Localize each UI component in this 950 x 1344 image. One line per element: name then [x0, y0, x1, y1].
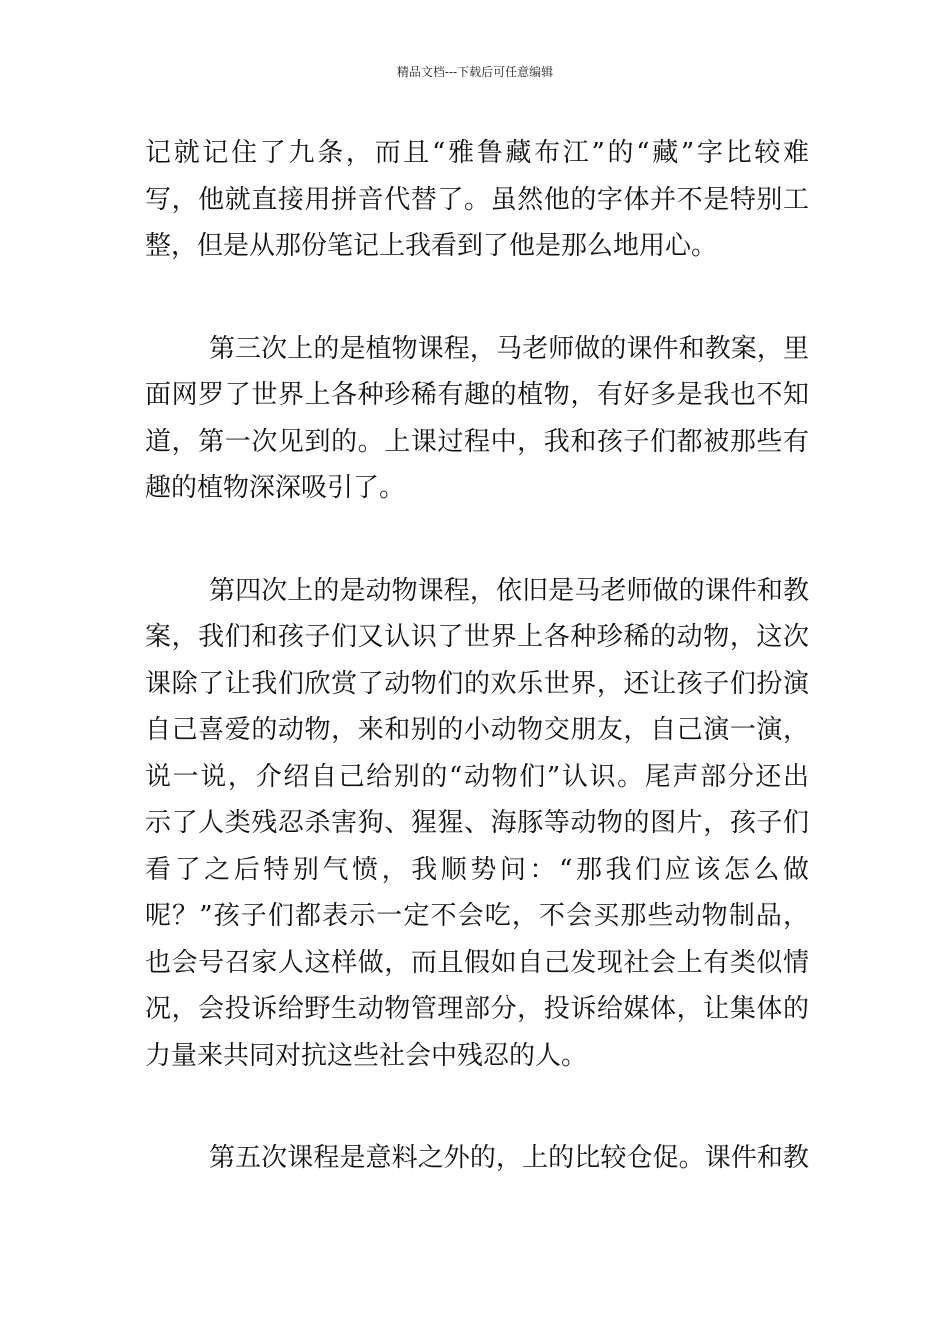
text-line: 自己喜爱的动物，来和别的小动物交朋友，自己演一演， — [145, 715, 809, 745]
text-line: 第四次上的是动物课程，依旧是马老师做的课件和教 — [209, 575, 809, 606]
text-line: 况，会投诉给野生动物管理部分，投诉给媒体，让集体的 — [145, 994, 809, 1024]
paragraph-2 — [145, 326, 809, 512]
document-body — [145, 130, 809, 1182]
paragraph-spacer — [145, 270, 809, 326]
text-line: 趣的植物深深吸引了。 — [145, 473, 406, 503]
text-line: 看了之后特别气愤，我顺势问：“那我们应该怎么做 — [145, 854, 809, 885]
text-line: 第三次上的是植物课程，马老师做的课件和教案，里 — [209, 333, 809, 364]
text-line: 呢？”孩子们都表示一定不会吃，不会买那些动物制品， — [145, 901, 809, 931]
paragraph-3 — [145, 568, 809, 1080]
page-header: 精品文档---下载后可任意编辑 — [396, 65, 554, 79]
text-line: 案，我们和孩子们又认识了世界上各种珍稀的动物，这次 — [145, 622, 809, 652]
paragraph-spacer — [145, 512, 809, 568]
paragraph-4 — [145, 1135, 809, 1182]
text-line: 道，第一次见到的。上课过程中，我和孩子们都被那些有 — [145, 426, 809, 457]
text-line: 也会号召家人这样做，而且假如自己发现社会上有类似情 — [145, 947, 809, 978]
text-line: 示了人类残忍杀害狗、猩猩、海豚等动物的图片，孩子们 — [145, 808, 809, 838]
text-line: 整，但是从那份笔记上我看到了他是那么地用心。 — [145, 231, 718, 261]
text-line: 记就记住了九条，而且“雅鲁藏布江”的“藏”字比较难 — [145, 138, 809, 168]
paragraph-1 — [145, 130, 809, 270]
text-line: 说一说，介绍自己给别的“动物们”认识。尾声部分还出 — [145, 761, 809, 792]
text-line: 第五次课程是意料之外的，上的比较仓促。课件和教 — [209, 1143, 809, 1173]
text-line: 面网罗了世界上各种珍稀有趣的植物，有好多是我也不知 — [145, 380, 809, 410]
text-line: 力量来共同对抗这些社会中残忍的人。 — [145, 1040, 588, 1071]
paragraph-spacer — [145, 1079, 809, 1135]
text-line: 课除了让我们欣赏了动物们的欢乐世界，还让孩子们扮演 — [145, 668, 809, 699]
text-line: 写，他就直接用拼音代替了。虽然他的字体并不是特别工 — [145, 184, 809, 215]
